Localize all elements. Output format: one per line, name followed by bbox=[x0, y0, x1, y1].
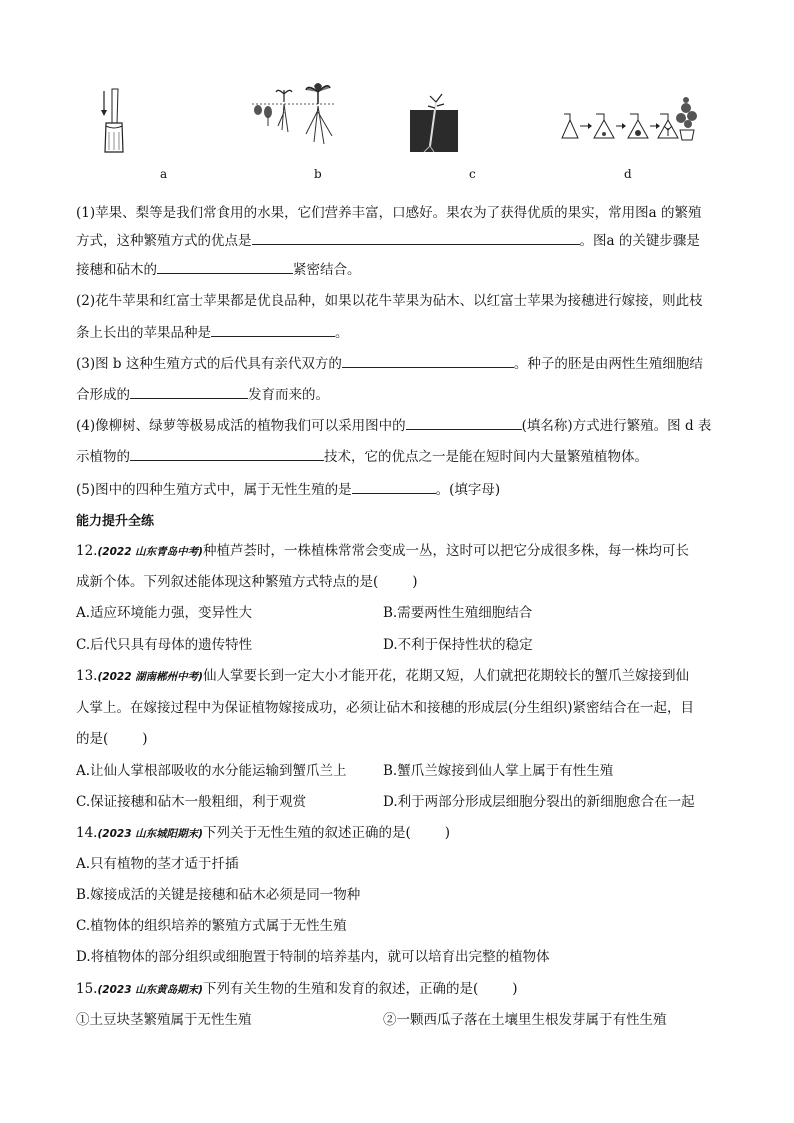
figure-caption-c: c bbox=[469, 167, 476, 181]
q11-part4-line1: (4)像柳树、绿萝等极易成活的植物我们可以采用图中的 (填名称)方式进行繁殖。图 d 表 bbox=[76, 418, 712, 434]
q12-option-d: D.不利于保持性状的稳定 bbox=[383, 637, 533, 653]
q14-option-b: B.嫁接成活的关键是接穗和砧木必须是同一物种 bbox=[76, 887, 361, 903]
figure-caption-b: b bbox=[314, 167, 322, 181]
question-source: (2022 湖南郴州中考) bbox=[97, 671, 203, 683]
q14-stem: 14.(2023 山东城阳期末)下列关于无性生殖的叙述正确的是( ) bbox=[76, 825, 451, 841]
q12-option-c: C.后代只具有母体的遗传特性 bbox=[76, 637, 253, 653]
q11-part2-line2: 条上长出的苹果品种是 。 bbox=[76, 325, 349, 341]
answer-blank bbox=[211, 324, 335, 337]
q12-stem-line2: 成新个体。下列叙述能体现这种繁殖方式特点的是( ) bbox=[76, 574, 418, 590]
q13-option-b: B.蟹爪兰嫁接到仙人掌上属于有性生殖 bbox=[383, 763, 614, 779]
q13-stem-line2: 人掌上。在嫁接过程中为保证植物嫁接成功，必须让砧木和接穗的形成层(分生组织)紧密结合在一起，目 bbox=[76, 700, 695, 716]
question-source: (2023 山东城阳期末) bbox=[97, 828, 203, 840]
answer-blank bbox=[130, 386, 248, 399]
figure-caption-a: a bbox=[160, 167, 168, 181]
figure-caption-d: d bbox=[624, 167, 632, 181]
section-heading: 能力提升全练 bbox=[76, 514, 155, 529]
figure-d-tissue-culture bbox=[560, 94, 700, 144]
figure-c-cutting bbox=[408, 92, 460, 154]
q11-part4-line2: 示植物的 技术，它的优点之一是能在短时间内大量繁殖植物体。 bbox=[76, 449, 648, 465]
q13-stem-line1: 13.(2022 湖南郴州中考)仙人掌要长到一定大小才能开花，花期又短，人们就把花期较长的蟹爪兰嫁接到仙 bbox=[76, 668, 689, 684]
q12-stem-line1: 12.(2022 山东青岛中考)种植芦荟时，一株植株常常会变成一丛，这时可以把它分成很多株，每一株均可长 bbox=[76, 543, 689, 559]
figure-a-grafting bbox=[92, 86, 132, 156]
q11-part2-line1: (2)花牛苹果和红富士苹果都是优良品种，如果以花牛苹果为砧木、以红富士苹果为接穗进行嫁接，则此枝 bbox=[76, 293, 703, 309]
q12-option-b: B.需要两性生殖细胞结合 bbox=[383, 605, 533, 621]
q15-option-2: ②一颗西瓜子落在土壤里生根发芽属于有性生殖 bbox=[383, 1012, 667, 1028]
question-source: (2022 山东青岛中考) bbox=[97, 546, 203, 558]
q11-part1-line1: (1)苹果、梨等是我们常食用的水果，它们营养丰富，口感好。果农为了获得优质的果实，常用图a 的繁殖 bbox=[76, 205, 702, 221]
q13-option-a: A.让仙人掌根部吸收的水分能运输到蟹爪兰上 bbox=[76, 763, 347, 779]
answer-blank bbox=[406, 417, 522, 430]
q12-option-a: A.适应环境能力强，变异性大 bbox=[76, 605, 253, 621]
q15-option-1: ①土豆块茎繁殖属于无性生殖 bbox=[76, 1012, 252, 1028]
answer-blank bbox=[252, 232, 580, 245]
q15-stem: 15.(2023 山东黄岛期末)下列有关生物的生殖和发育的叙述，正确的是( ) bbox=[76, 981, 518, 997]
answer-blank bbox=[157, 261, 293, 274]
q14-option-d: D.将植物体的部分组织或细胞置于特制的培养基内，就可以培育出完整的植物体 bbox=[76, 949, 550, 965]
question-source: (2023 山东黄岛期末) bbox=[97, 984, 203, 996]
q11-part1-line2: 方式，这种繁殖方式的优点是 。图a 的关键步骤是 bbox=[76, 233, 700, 249]
q11-part1-line3: 接穗和砧木的 紧密结合。 bbox=[76, 262, 361, 278]
q13-option-c: C.保证接穗和砧木一般粗细，利于观赏 bbox=[76, 794, 307, 810]
q14-option-c: C.植物体的组织培养的繁殖方式属于无性生殖 bbox=[76, 918, 347, 934]
q11-part5-line1: (5)图中的四种生殖方式中，属于无性生殖的是 。(填字母) bbox=[76, 482, 501, 498]
figure-b-seedlings bbox=[248, 82, 338, 154]
answer-blank bbox=[342, 355, 514, 368]
answer-blank bbox=[130, 448, 324, 461]
q11-part3-line1: (3)图 b 这种生殖方式的后代具有亲代双方的 。种子的胚是由两性生殖细胞结 bbox=[76, 356, 703, 372]
q13-option-d: D.利于两部分形成层细胞分裂出的新细胞愈合在一起 bbox=[383, 794, 695, 810]
q14-option-a: A.只有植物的茎才适于扦插 bbox=[76, 856, 239, 872]
q13-stem-line3: 的是( ) bbox=[76, 731, 148, 747]
answer-blank bbox=[352, 481, 436, 494]
q11-part3-line2: 合形成的 发育而来的。 bbox=[76, 387, 329, 403]
